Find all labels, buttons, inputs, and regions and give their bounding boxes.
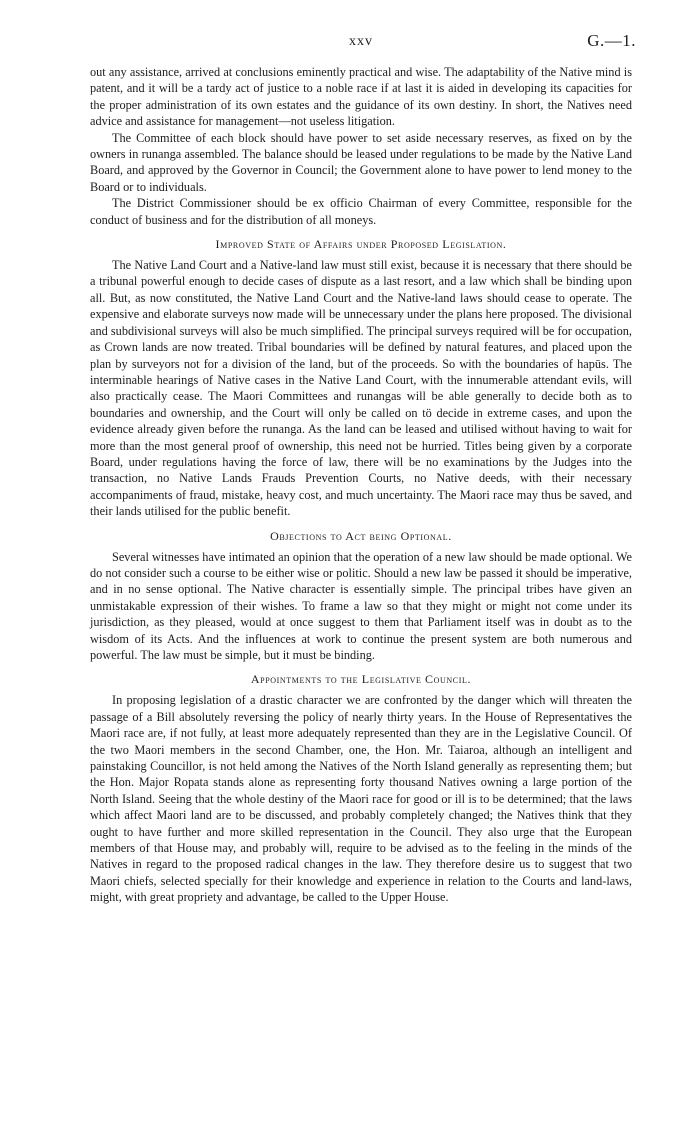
paragraph: out any assistance, arrived at conclusions eminently practical and wise. The adaptability of the Native mind is patent, and it will be a tardy act of justice to a noble race if at last it is aided in developing its capacities for the proper administration of its own estates and the guidance of its own destiny. In short, the Natives need advice and assistance for management—not useless litigation. <box>90 65 632 129</box>
section-heading: Appointments to the Legislative Council. <box>250 672 472 687</box>
paragraph: The Native Land Court and a Native-land law must still exist, because it is necessary that there should be a tribunal powerful enough to decide cases of dispute as a last resort, and a law which shall be binding upon all. But, as now constituted, the Native Land Court and the Native-land laws should cease to operate. The expensive and elaborate surveys now made will be unnecessary under the plans here proposed. The divisional and subdivisional surveys will also be much simplified. The principal surveys required will be for occupation, as Crown lands are now treated. Tribal boundaries will be defined by natural features, and placed upon the plan by surveyors not for a division of the land, but of the proceeds. So with the boundaries of hapūs. The interminable hearings of Native cases in the Native Land Court, with the innumerable attendant evils, will also practically cease. The Maori Committees and runangas will be able generally to decide both as to boundaries and ownership, and the Court will only be called on tö decide in extreme cases, and upon the evidence already given before the runanga. As the land can be leased and utilised without having to wait for more than the most general proof of ownership, this need not be hurried. Titles being given by a corporate Board, under regulations having the force of law, there will be no examinations by the Judges into the transaction, no Native Lands Frauds Prevention Courts, no Native deeds, with their necessary accompaniments of fraud, mistake, heavy cost, and much uncertainty. The Maori race may thus be saved, and their lands utilised for the public benefit. <box>90 258 632 519</box>
section-improved-state <box>90 237 632 520</box>
paragraph: In proposing legislation of a drastic character we are confronted by the danger which will threaten the passage of a Bill absolutely reversing the policy of nearly thirty years. In the House of Representatives the Maori race are, if not fully, at least more adequately represented than they are in the Legislative Council. Of the two Maori members in the second Chamber, one, the Hon. Mr. Taiaroa, although an intelligent and painstaking Councillor, is not held among the Natives of the North Island generally as representing them; but the Hon. Major Ropata stands alone as representing forty thousand Natives owning a large portion of the North Island. Seeing that the whole destiny of the Maori race for good or ill is to be determined; that the laws which affect Maori land are to be discussed, and probably completely changed; the Natives think that they ought to have further and more skilled representation in the Council. They also urge that the European members of that House may, and probably will, require to be advised as to the feeling in the minds of the Natives in regard to the proposed radical changes in the law. They therefore desire us to suggest that two Maori chiefs, selected specially for their knowledge and experience in relation to the Courts and land-laws, might, with great propriety and advantage, be called to the Upper House. <box>90 693 632 905</box>
paragraph: The District Commissioner should be ex officio Chairman of every Committee, responsible for the conduct of business and for the distribution of all moneys. <box>90 196 632 227</box>
section-intro-continuation <box>90 64 632 228</box>
paragraph: The Committee of each block should have power to set aside necessary reserves, as fixed on by the owners in runanga assembled. The balance should be leased under regulations to be made by the Native Land Board, and approved by the Governor in Council; the Government alone to have power to lend money to the Board or to individuals. <box>90 130 632 194</box>
section-legislative-council <box>90 672 632 905</box>
document-page <box>90 31 636 906</box>
section-objections-optional <box>90 529 632 664</box>
document-reference: G.—1. <box>587 31 636 50</box>
running-header <box>90 31 636 56</box>
paragraph: Several witnesses have intimated an opinion that the operation of a new law should be made optional. We do not consider such a course to be either wise or politic. Should a new law be passed it should be imperative, and in no sense optional. The Native character is essentially simple. The principal tribes have given an unmistakable expression of their wishes. To frame a law so that they might or might not come under its jurisdiction, as they pleased, would at once suggest to them that Parliament itself was in doubt as to the wisdom of its Acts. And the influences at work to continue the present system are both numerous and powerful. The law must be simple, but it must be binding. <box>90 549 632 662</box>
section-heading: Improved State of Affairs under Proposed Legislation. <box>215 237 507 252</box>
page-number: xxv <box>349 34 373 49</box>
section-heading: Objections to Act being Optional. <box>270 528 452 543</box>
